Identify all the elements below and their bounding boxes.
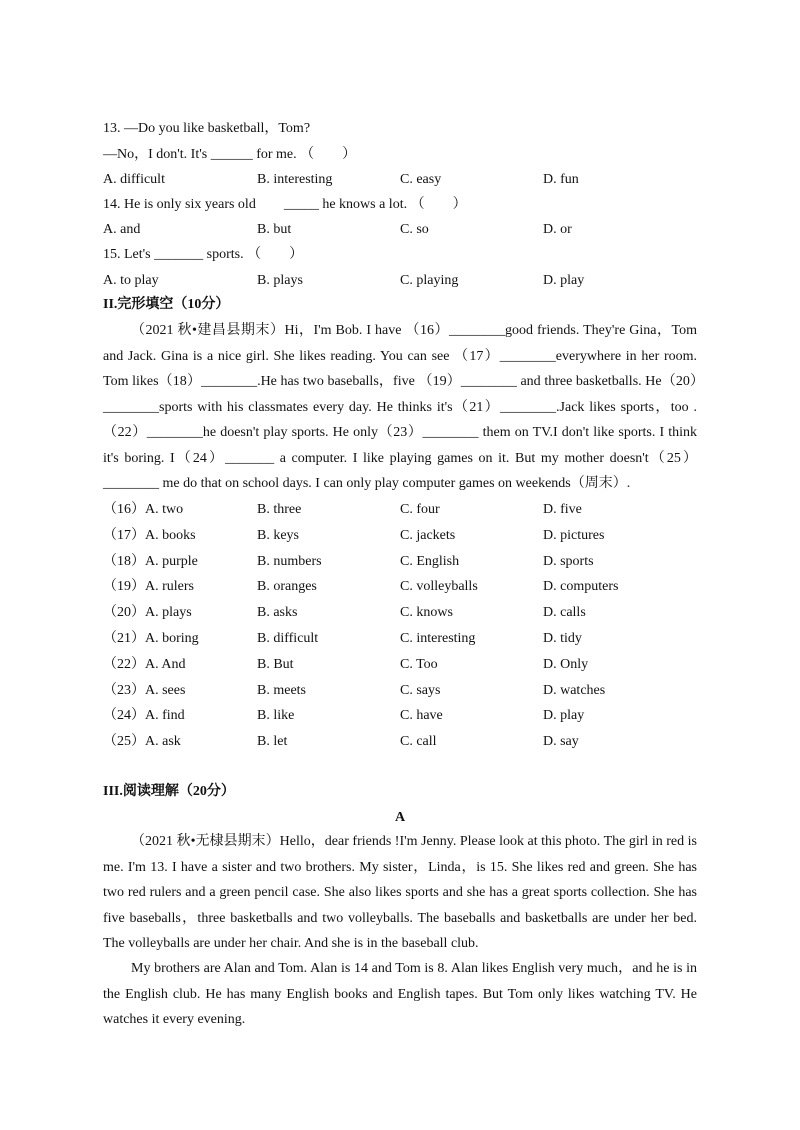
reading-paragraph-1: （2021 秋•无棣县期末）Hello，dear friends !I'm Jenny. Please look at this photo. The girl in red is me. I'm 13. I have a sister and two brothers. My sister，Linda，is 15. She likes red and green. She has two red rulers and a green pencil case. She also likes sports and she has a great sports collection. She has five baseballs，three basketballs and two volleyballs. The baseballs and basketballs are under her bed. The volleyballs are under her chair. And she is in the baseball club. <box>103 834 697 951</box>
cloze-item-23-option-d: D. watches <box>543 682 606 698</box>
cloze-item-22-option-c: C. Too <box>400 656 438 672</box>
cloze-item-25-option-b: B. let <box>257 734 288 750</box>
cloze-item-23 <box>103 682 703 700</box>
cloze-option-text: A. sees <box>145 682 186 698</box>
cloze-item-24-option-b: B. like <box>257 708 295 724</box>
cloze-option-text: A. ask <box>145 734 181 750</box>
cloze-item-23-option-a <box>103 682 185 700</box>
cloze-item-18 <box>103 553 703 571</box>
cloze-item-number: （24） <box>103 708 145 724</box>
question-15-option-d: D. play <box>543 273 585 288</box>
cloze-item-20-option-b: B. asks <box>257 605 298 621</box>
question-13-option-a: A. difficult <box>103 172 165 187</box>
cloze-item-24 <box>103 707 703 725</box>
cloze-option-text: A. And <box>145 656 186 672</box>
cloze-passage: （2021 秋•建昌县期末）Hi，I'm Bob. I have （16）________good friends. They're Gina，Tom and Jack. Gina is a nice girl. She likes reading. You can see （17）________everywhere in her room. Tom likes（18）________.He has two baseballs，five （19）________ and three basketballs. He（20）________sports with his classmates every day. He thinks it's（21）________.Jack likes sports，too .（22）________he doesn't play sports. He only（23）________ them on TV.I don't like sports. I think it's boring. I（24）_______ a computer. I like playing games on it. But my mother doesn't（25）________ me do that on school days. I can only play computer games on weekends（周末）. <box>103 323 697 491</box>
cloze-item-18-option-d: D. sports <box>543 553 594 569</box>
cloze-item-20 <box>103 604 703 622</box>
cloze-item-19-option-d: D. computers <box>543 579 619 595</box>
question-14-option-a: A. and <box>103 222 141 237</box>
cloze-item-17-option-d: D. pictures <box>543 527 605 543</box>
cloze-item-23-option-b: B. meets <box>257 682 306 698</box>
cloze-item-20-option-a <box>103 604 192 622</box>
cloze-option-text: A. rulers <box>145 579 194 595</box>
cloze-item-22-option-d: D. Only <box>543 656 589 672</box>
question-14-option-d: D. or <box>543 222 572 237</box>
reading-paragraph-2: My brothers are Alan and Tom. Alan is 14 and Tom is 8. Alan likes English very much，and he is in the English club. He has many English books and English tapes. But Tom only likes watching TV. He watches it every evening. <box>103 961 697 1027</box>
cloze-item-number: （17） <box>103 527 145 543</box>
cloze-item-24-option-c: C. have <box>400 708 443 724</box>
question-13-option-c: C. easy <box>400 172 442 187</box>
question-13-option-d: D. fun <box>543 172 579 187</box>
cloze-item-16-option-c: C. four <box>400 502 440 517</box>
cloze-section-heading: II.完形填空（10分） <box>103 297 230 312</box>
cloze-item-17-option-c: C. jackets <box>400 527 456 543</box>
cloze-option-text: A. plays <box>145 605 192 621</box>
question-15-option-b: B. plays <box>257 273 303 288</box>
cloze-option-text: A. boring <box>145 631 199 646</box>
cloze-item-16-option-b: B. three <box>257 502 302 517</box>
cloze-option-text: A. find <box>145 708 185 724</box>
cloze-item-17-option-b: B. keys <box>257 527 299 543</box>
cloze-item-16-option-a <box>103 501 183 519</box>
cloze-item-number: （20） <box>103 605 145 621</box>
cloze-option-text: A. books <box>145 527 196 543</box>
cloze-item-21-option-c: C. interesting <box>400 631 476 646</box>
question-14-option-b: B. but <box>257 222 292 237</box>
cloze-item-22 <box>103 656 703 674</box>
cloze-item-25 <box>103 733 703 751</box>
cloze-item-number: （16） <box>103 502 145 517</box>
question-13-stem-line-2: —No，I don't. It's ______ for me. （ ） <box>103 147 357 162</box>
question-15-option-a: A. to play <box>103 273 159 288</box>
cloze-item-21-option-d: D. tidy <box>543 631 582 646</box>
question-15-stem: 15. Let's _______ sports. （ ） <box>103 247 304 262</box>
cloze-item-number: （19） <box>103 579 145 595</box>
question-15-options <box>103 272 703 290</box>
cloze-item-22-option-b: B. But <box>257 656 294 672</box>
cloze-option-text: A. two <box>145 502 184 517</box>
cloze-item-18-option-c: C. English <box>400 553 460 569</box>
question-13-stem-line-1: 13. —Do you like basketball，Tom? <box>103 121 311 136</box>
cloze-item-18-option-a <box>103 553 198 571</box>
cloze-item-25-option-a <box>103 733 181 751</box>
cloze-item-24-option-d: D. play <box>543 708 585 724</box>
question-15-option-c: C. playing <box>400 273 459 288</box>
cloze-item-25-option-c: C. call <box>400 734 437 750</box>
cloze-item-21 <box>103 630 703 648</box>
cloze-item-24-option-a <box>103 707 185 725</box>
cloze-item-23-option-c: C. says <box>400 682 441 698</box>
cloze-item-21-option-a <box>103 630 199 648</box>
reading-section-heading: III.阅读理解（20分） <box>103 784 235 799</box>
cloze-item-20-option-c: C. knows <box>400 605 453 621</box>
question-13-options <box>103 171 703 189</box>
reading-passage-label: A <box>394 810 406 825</box>
cloze-item-19-option-a <box>103 578 194 596</box>
cloze-item-16-option-d: D. five <box>543 502 582 517</box>
cloze-item-number: （21） <box>103 631 145 646</box>
cloze-item-17 <box>103 527 703 545</box>
cloze-item-18-option-b: B. numbers <box>257 553 322 569</box>
question-14-options <box>103 221 703 239</box>
cloze-item-22-option-a <box>103 656 185 674</box>
cloze-item-25-option-d: D. say <box>543 734 579 750</box>
cloze-option-text: A. purple <box>145 553 198 569</box>
cloze-item-number: （22） <box>103 656 145 672</box>
question-14-stem: 14. He is only six years old _____ he knows a lot. （ ） <box>103 197 467 212</box>
cloze-item-16 <box>103 501 703 519</box>
cloze-item-20-option-d: D. calls <box>543 605 586 621</box>
cloze-item-19 <box>103 578 703 596</box>
cloze-item-19-option-b: B. oranges <box>257 579 317 595</box>
cloze-item-number: （18） <box>103 553 145 569</box>
cloze-item-19-option-c: C. volleyballs <box>400 579 478 595</box>
cloze-item-17-option-a <box>103 527 196 545</box>
question-14-option-c: C. so <box>400 222 429 237</box>
cloze-item-number: （25） <box>103 734 145 750</box>
cloze-item-number: （23） <box>103 682 145 698</box>
cloze-item-21-option-b: B. difficult <box>257 631 319 646</box>
question-13-option-b: B. interesting <box>257 172 333 187</box>
